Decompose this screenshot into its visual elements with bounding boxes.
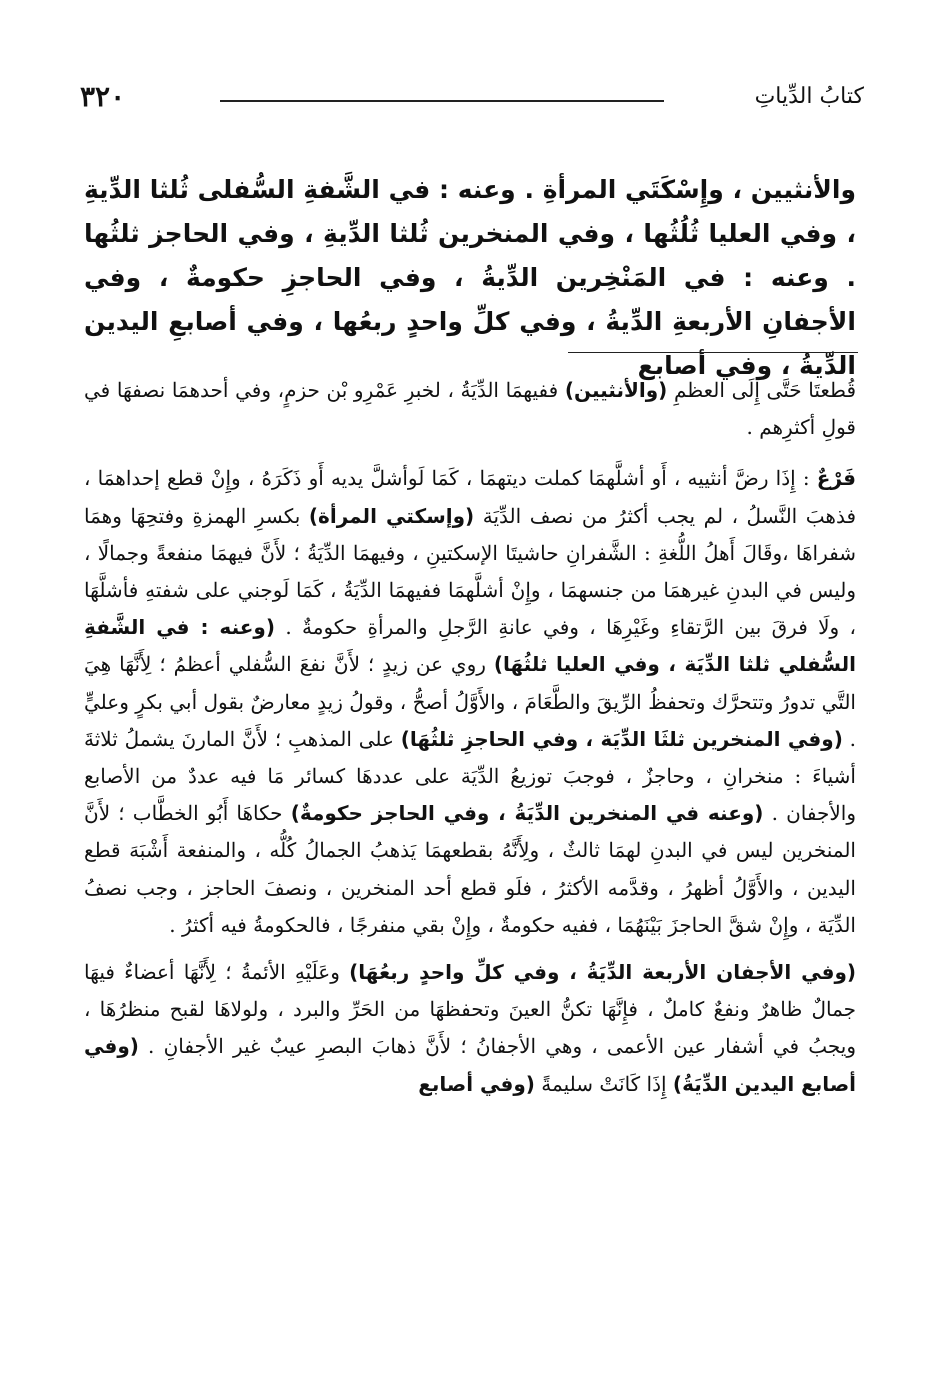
- commentary-text: قُطعتَا حَتَّى إِلَى العظمِ: [667, 378, 856, 402]
- quoted-matn: (وفي الأجفان الأربعة الدِّيَةُ ، وفي كلِّ واحدٍ ربعُهَا): [349, 960, 857, 985]
- quoted-matn: (وفي أصابع اليدين الدِّيَةُ): [84, 1034, 856, 1096]
- quoted-matn: (وفي أصابع: [418, 1071, 535, 1096]
- page-header: [80, 78, 864, 118]
- far-heading: فَرْعٌ: [816, 466, 856, 491]
- header-rule: [220, 100, 664, 102]
- commentary-text: ففيهمَا الدِّيَةُ ، لخبرِ عَمْرِو بْن حزمٍ، وفي أحدهمَا نصفهَا في قولِ أكثرِهم .: [84, 378, 856, 440]
- page-number: ٣٢٠: [80, 80, 126, 113]
- matn-separator-rule: [568, 352, 858, 353]
- commentary-text: بكسرِ الهمزةِ وفتحِهَا وهمَا شفراهَا ،وقَالَ أَهلُ اللُّغةِ : الشَّفرانِ حاشيتَا الإسكتينِ ، وفيهمَا الدِّيَةُ ؛ لأَنَّ فيهمَا منفعةً وجمالًا ، وليس في البدنِ غيرهمَا من جنسهمَا ، وإِنْ أشلَّهمَا ففيهمَا الدِّيَةُ ، كَمَا لَوجني على شفتهِ فأشلَّهَا ، ولَا فرقَ بين الرَّتقاءِ وغَيْرِهَا ، وفي عانةِ الرَّجلِ والمرأةِ حكومةٌ .: [84, 503, 856, 640]
- commentary-text: إِذَا كَانَتْ سليمةً: [534, 1071, 673, 1096]
- quoted-matn: (وإسكتي المرأة): [308, 503, 475, 528]
- commentary-text: على المذهبِ ؛ لأَنَّ المارنَ يشملُ ثلاثةَ أشياءَ : منخرانِ ، وحاجزٌ ، فوجبَ توزيعُ الدِّيَة على عددهَا كسائر مَا فيه عددٌ من الأصابع والأجفان .: [84, 726, 856, 826]
- commentary: [84, 372, 856, 1113]
- matn-text: والأنثيين ، وإِسْكَتَي المرأةِ . وعنه : في الشَّفةِ السُّفلى ثُلثا الدِّيةِ ، وفي العليا ثُلُثُها ، وفي المنخرين ثُلثا الدِّيةِ ، وفي الحاجز ثلثُها . وعنه : في المَنْخِرين الدِّيةُ ، وفي الحاجزِ حكومةٌ ، وفي الأجفانِ الأربعةِ الدِّيةُ ، وفي كلِّ واحدٍ ربعُها ، وفي أصابعِ اليدين الدِّيةُ ، وفي أصابع: [84, 175, 856, 380]
- quoted-matn: (وعنه : في الشَّفةِ السُّفلي ثلثا الدِّيَة ، وفي العليا ثلثُهَا): [84, 615, 856, 677]
- commentary-paragraph-1: [84, 372, 856, 446]
- commentary-paragraph-2: [84, 460, 856, 944]
- commentary-text: وعَلَيْهِ الأئمةُ ؛ لِأَنَّهَا أعضاءٌ فيهَا جمالٌ ظاهرٌ ونفعٌ كاملٌ ، فإِنَّهَا تكنُّ العينَ وتحفظهَا من الحَرِّ والبرد ، ولولاهَا لقبح منظرُهَا ، ويجبُ في أشفار عين الأعمى ، وهي الأجفانُ ؛ لأَنَّ ذهابَ البصرِ عيبٌ غير الأجفانِ .: [84, 960, 856, 1059]
- quoted-matn: (والأنثيين): [564, 378, 668, 402]
- running-title: كتابُ الدِّياتِ: [754, 84, 864, 109]
- commentary-text: : إِذَا رضَّ أنثييه ، أَو أشلَّهمَا كملت ديتهمَا ، كَمَا لَوأشلَّ يديه أَو ذَكَرَهُ ، وإِنْ قطع إحداهمَا ، فذهبَ النَّسلُ ، لم يجب أكثرُ من نصف الدِّيَة: [84, 466, 857, 528]
- commentary-text: روي عن زيدٍ ؛ لأَنَّ نفعَ السُّفلي أعظمُ ؛ لِأَنَّهَا هِيَ التَّي تدورُ وتتحرَّك وتحفظُ الرِّيقَ والطَّعَامَ ، والأَوَّلُ أصحُّ ، وقولُ زيدٍ معارضٌ بقول أبي بكرٍ وعليٍّ .: [84, 652, 856, 751]
- commentary-paragraph-3: [84, 954, 856, 1103]
- commentary-text: حكاهَا أَبُو الخطَّاب ؛ لأَنَّ المنخرين ليس في البدنِ لهمَا ثالثٌ ، ولِأَنَّهُ بقطعهمَا يَذهبُ الجمالُ كُلُّه ، والمنفعة أَشْبَهَ قطع اليدين ، والأَوَّلُ أظهرُ ، وقدَّمه الأكثرُ ، فلَو قطع أحد المنخرين ، ونصفَ الحاجز ، وجب نصفُ الدِّيَة ، وإِنْ شقَّ الحاجزَ بَيْنَهُمَا ، ففيه حكومةٌ ، وإِنْ بقي منفرجًا ، فالحكومةُ فيه أكثرُ .: [84, 801, 856, 937]
- quoted-matn: (وعنه في المنخرين الدِّيَةُ ، وفي الحاجز حكومةٌ): [290, 801, 764, 826]
- quoted-matn: (وفي المنخرين ثلثَا الدِّيَة ، وفي الحاجزِ ثلثُهَا): [400, 726, 843, 751]
